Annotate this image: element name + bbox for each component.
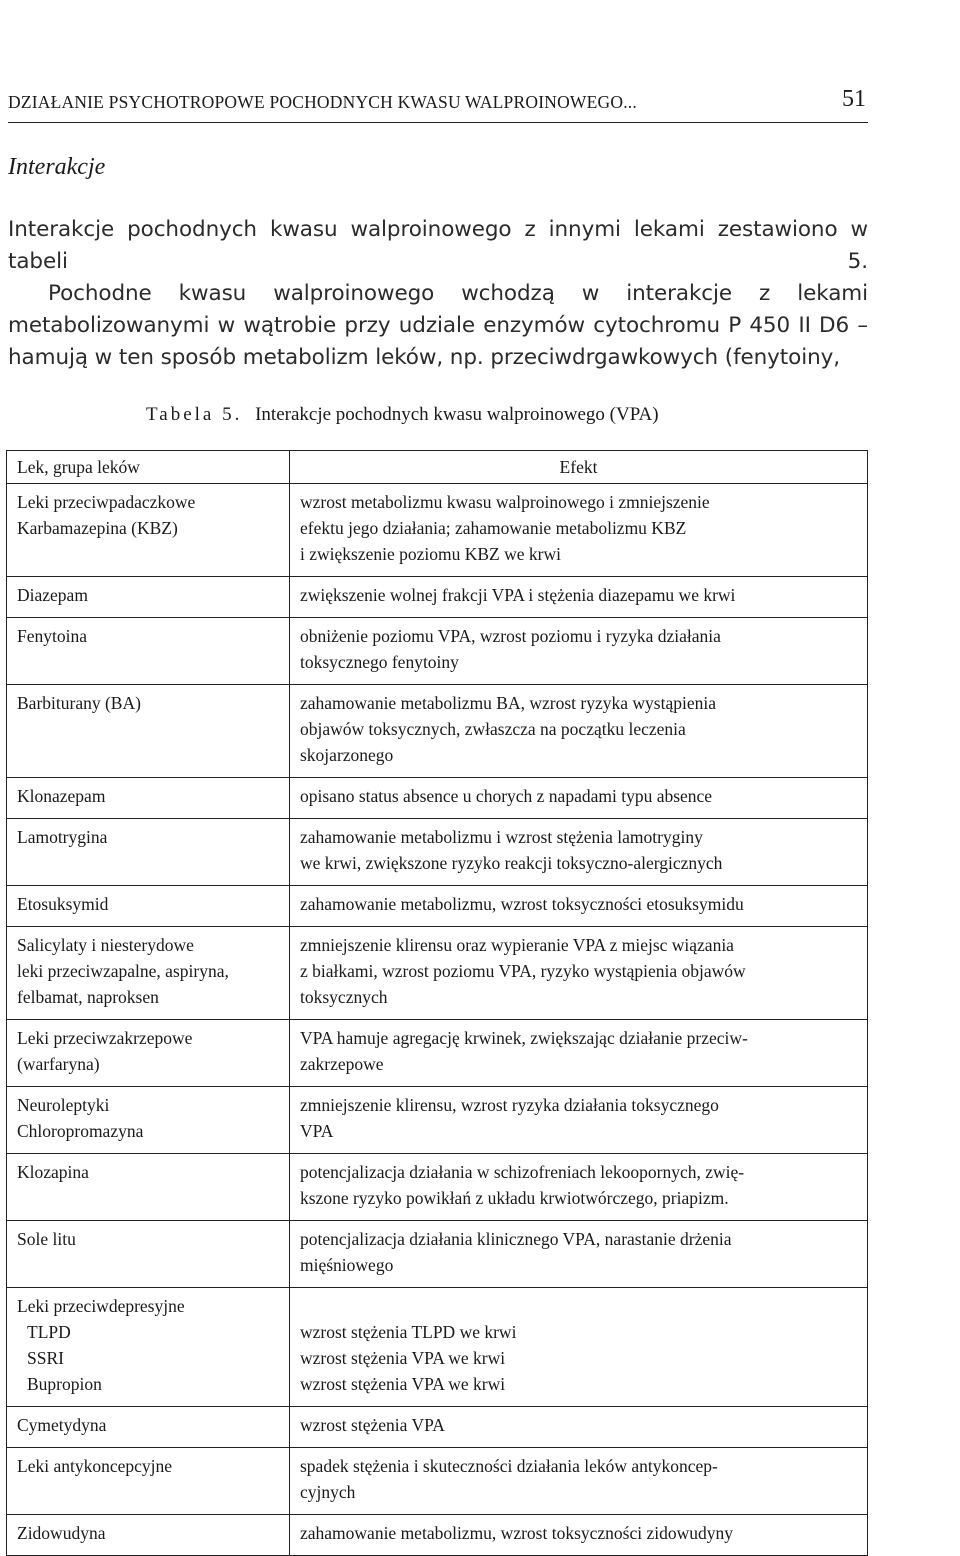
table-caption [146,404,659,426]
drug-line: TLPD [27,1322,71,1342]
effect-line: zahamowanie metabolizmu, wzrost toksyczności zidowudyny [300,1523,734,1543]
effect-line: zwiększenie wolnej frakcji VPA i stężenia diazepamu we krwi [300,585,736,605]
effect-cell [290,1407,868,1448]
intro-text [8,214,868,374]
drug-line: felbamat, naproksen [17,987,159,1007]
effect-line: wzrost stężenia VPA we krwi [300,1348,506,1368]
effect-line: zmniejszenie klirensu, wzrost ryzyka działania toksycznego [300,1095,719,1115]
drug-line: Barbiturany (BA) [17,693,141,713]
drug-line: Cymetydyna [17,1415,107,1435]
effect-line: efektu jego działania; zahamowanie metabolizmu KBZ [300,518,687,538]
effect-cell [290,1087,868,1154]
drug-line: leki przeciwzapalne, aspiryna, [17,961,229,981]
drug-cell [7,927,290,1020]
running-header-title: DZIAŁANIE PSYCHOTROPOWE POCHODNYCH KWASU WALPROINOWEGO... [8,92,637,112]
drug-line: Bupropion [27,1374,102,1394]
effect-line [300,1293,857,1319]
drug-line: Neuroleptyki [17,1095,110,1115]
drug-cell [7,778,290,819]
drug-cell [7,1087,290,1154]
table-row [7,618,868,685]
drug-line: Leki przeciwzakrzepowe [17,1028,193,1048]
table-row [7,1221,868,1288]
drug-line: Klozapina [17,1162,89,1182]
table-row [7,1087,868,1154]
drug-line: (warfaryna) [17,1054,100,1074]
effect-cell [290,819,868,886]
drug-line: Fenytoina [17,626,87,646]
drug-line: Chloropromazyna [17,1121,144,1141]
table-row [7,1448,868,1515]
table-row [7,886,868,927]
drug-line: Karbamazepina (KBZ) [17,518,178,538]
table-row [7,484,868,577]
interactions-table-container [6,450,868,1543]
effect-line: skojarzonego [300,745,394,765]
table-header-row [7,451,868,484]
effect-cell [290,1221,868,1288]
effect-cell [290,484,868,577]
column-header-effect: Efekt [290,451,868,484]
effect-cell [290,577,868,618]
effect-cell [290,1515,868,1556]
table-row [7,685,868,778]
effect-line: toksycznych [300,987,388,1007]
effect-line: zahamowanie metabolizmu, wzrost toksyczności etosuksymidu [300,894,744,914]
effect-cell [290,778,868,819]
effect-cell [290,1154,868,1221]
effect-line: spadek stężenia i skuteczności działania leków antykoncep- [300,1456,718,1476]
effect-line: zmniejszenie klirensu oraz wypieranie VPA z miejsc wiązania [300,935,734,955]
effect-line: z białkami, wzrost poziomu VPA, ryzyko wystąpienia objawów [300,961,746,981]
effect-cell [290,927,868,1020]
drug-line: Diazepam [17,585,88,605]
section-title: Interakcje [8,154,106,180]
drug-line: Klonazepam [17,786,106,806]
drug-cell [7,618,290,685]
table-row [7,819,868,886]
drug-cell [7,886,290,927]
effect-line: wzrost stężenia VPA [300,1415,445,1435]
drug-cell [7,1288,290,1407]
drug-cell [7,819,290,886]
drug-line: Zidowudyna [17,1523,106,1543]
drug-line: Leki przeciwdepresyjne [17,1296,185,1316]
drug-cell [7,1407,290,1448]
drug-line: Leki przeciwpadaczkowe [17,492,196,512]
drug-line: Sole litu [17,1229,76,1249]
drug-line: Etosuksymid [17,894,109,914]
effect-cell [290,886,868,927]
drug-line: SSRI [27,1348,64,1368]
effect-line: wzrost stężenia TLPD we krwi [300,1322,517,1342]
effect-cell [290,685,868,778]
drug-cell [7,1020,290,1087]
effect-line: wzrost metabolizmu kwasu walproinowego i zmniejszenie [300,492,710,512]
drug-line: Salicylaty i niesterydowe [17,935,194,955]
effect-line: zahamowanie metabolizmu i wzrost stężenia lamotryginy [300,827,703,847]
table-row [7,778,868,819]
effect-cell [290,618,868,685]
effect-line: potencjalizacja działania klinicznego VPA, narastanie drżenia [300,1229,732,1249]
effect-line: we krwi, zwiększone ryzyko reakcji toksyczno-alergicznych [300,853,723,873]
table-row [7,577,868,618]
interactions-table [6,450,868,1556]
table-caption-label: Tabela 5. [146,404,243,425]
effect-line: VPA hamuje agregację krwinek, zwiększając działanie przeciw- [300,1028,748,1048]
table-row [7,1515,868,1556]
table-row [7,1020,868,1087]
effect-cell [290,1020,868,1087]
drug-cell [7,577,290,618]
effect-line: objawów toksycznych, zwłaszcza na początku leczenia [300,719,686,739]
effect-line: zakrzepowe [300,1054,384,1074]
effect-line: mięśniowego [300,1255,394,1275]
effect-cell [290,1288,868,1407]
table-row [7,1407,868,1448]
table-row [7,927,868,1020]
drug-cell [7,1515,290,1556]
effect-line: obniżenie poziomu VPA, wzrost poziomu i ryzyka działania [300,626,721,646]
effect-line: cyjnych [300,1482,356,1502]
table-body [7,484,868,1556]
effect-line: zahamowanie metabolizmu BA, wzrost ryzyka wystąpienia [300,693,716,713]
effect-cell [290,1448,868,1515]
column-header-drug: Lek, grupa leków [7,451,290,484]
effect-line: opisano status absence u chorych z napadami typu absence [300,786,713,806]
drug-cell [7,1448,290,1515]
drug-line: Leki antykoncepcyjne [17,1456,173,1476]
drug-cell [7,484,290,577]
effect-line: wzrost stężenia VPA we krwi [300,1374,506,1394]
effect-line: i zwiększenie poziomu KBZ we krwi [300,544,561,564]
drug-cell [7,685,290,778]
intro-paragraph-2: Pochodne kwasu walproinowego wchodzą w interakcje z lekami metabolizowanymi w wątrobie przy udziale enzymów cytochromu P 450 II D6 – hamują w ten sposób metabolizm leków, np. przeciwdrgawkowych (fenytoiny, [8,281,868,370]
intro-paragraph-1: Interakcje pochodnych kwasu walproinowego z innymi lekami zestawiono w tabeli 5. [8,217,868,274]
page-number: 51 [842,86,866,112]
table-caption-text: Interakcje pochodnych kwasu walproinowego (VPA) [255,404,659,425]
effect-line: VPA [300,1121,334,1141]
table-row [7,1154,868,1221]
drug-line: Lamotrygina [17,827,108,847]
effect-line: kszone ryzyko powikłań z układu krwiotwórczego, priapizm. [300,1188,729,1208]
table-row [7,1288,868,1407]
effect-line: potencjalizacja działania w schizofreniach lekoopornych, zwię- [300,1162,745,1182]
running-header [8,84,868,123]
drug-cell [7,1221,290,1288]
effect-line: toksycznego fenytoiny [300,652,459,672]
drug-cell [7,1154,290,1221]
